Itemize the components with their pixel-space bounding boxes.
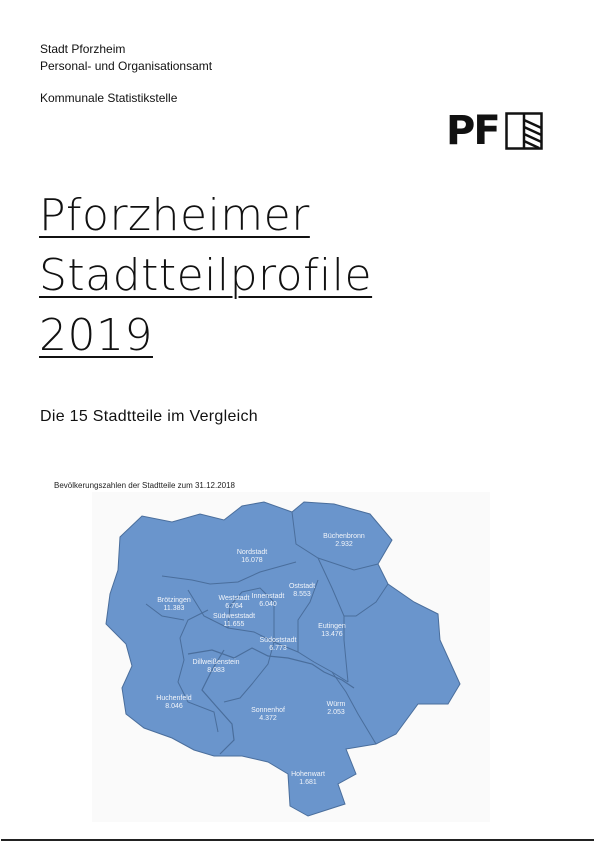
district-label-3: Weststadt: [218, 595, 250, 602]
district-label-7: Eutingen: [318, 623, 346, 630]
district-label-9: Dillweißenstein: [192, 659, 240, 666]
district-label-11: Sonnenhof: [251, 707, 285, 714]
district-value-3: 6.764: [225, 603, 243, 610]
district-label-13: Hohenwart: [291, 771, 325, 778]
district-value-0: 16.078: [241, 557, 263, 564]
district-label-0: Nordstadt: [236, 549, 268, 556]
district-value-13: 1.681: [299, 779, 317, 786]
district-value-8: 6.773: [269, 645, 287, 652]
district-label-12: Würm: [326, 701, 346, 708]
district-value-7: 13.476: [321, 631, 343, 638]
district-map-graphic: [92, 492, 490, 822]
district-label-5: Oststadt: [288, 583, 316, 590]
district-value-9: 8.083: [207, 667, 225, 674]
district-map: [92, 492, 490, 822]
district-label-1: Büchenbronn: [323, 533, 365, 540]
logo-text: PF: [446, 108, 499, 154]
map-outline: [106, 502, 460, 816]
district-value-5: 8.553: [293, 591, 311, 598]
district-value-11: 4.372: [259, 715, 277, 722]
pforzheim-logo: [446, 110, 564, 152]
district-value-4: 6.040: [259, 601, 277, 608]
district-label-4: Innenstadt: [251, 593, 285, 600]
office-name: Personal- und Organisationsamt: [40, 59, 213, 73]
pf-stripe-square-icon: [505, 112, 543, 150]
district-value-12: 2.053: [327, 709, 345, 716]
district-value-2: 11.383: [163, 605, 185, 612]
district-label-2: Brötzingen: [157, 597, 191, 604]
organization-header: [40, 41, 212, 75]
city-name: Stadt Pforzheim: [40, 42, 126, 56]
title-line-2: Stadtteilprofile: [39, 250, 373, 301]
district-label-10: Huchenfeld: [156, 695, 192, 702]
title-line-3: 2019: [39, 310, 153, 361]
report-title: [39, 186, 372, 366]
map-caption: Bevölkerungszahlen der Stadtteile zum 31.12.2018: [54, 481, 236, 490]
report-subtitle: Die 15 Stadtteile im Vergleich: [40, 408, 258, 425]
district-value-10: 8.046: [165, 703, 183, 710]
title-line-1: Pforzheimer: [39, 190, 310, 241]
district-value-6: 11.655: [223, 621, 245, 628]
district-value-1: 2.932: [335, 541, 353, 548]
page-bottom-border: [1, 839, 594, 841]
district-label-8: Südoststadt: [259, 637, 297, 644]
district-label-6: Südweststadt: [212, 613, 256, 620]
department-name: Kommunale Statistikstelle: [40, 91, 178, 105]
